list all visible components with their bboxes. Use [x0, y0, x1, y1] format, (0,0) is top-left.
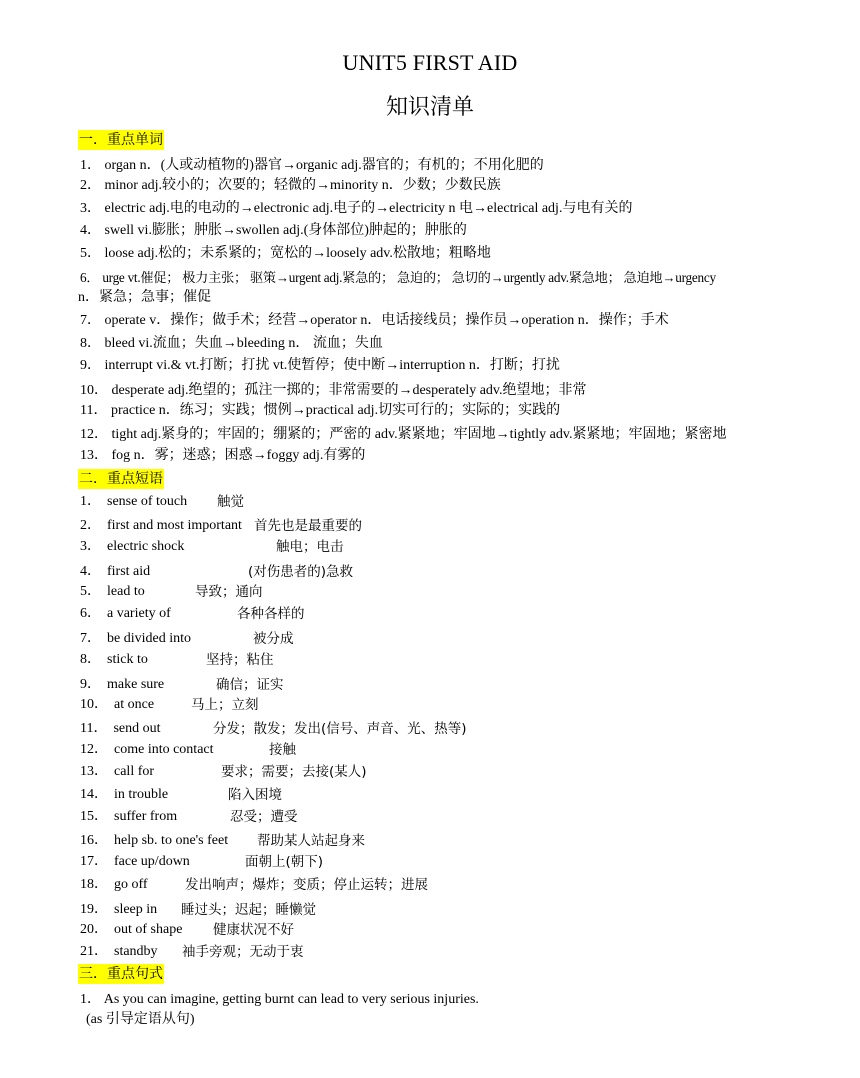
phrase-meaning: 各种各样的 [237, 606, 305, 622]
word-item: 12． tight adj.紧身的；牢固的；绷紧的；严密的 adv.紧紧地；牢固地→tightly adv.紧紧地；牢固地；紧密地 [80, 427, 727, 442]
word-item: 9． interrupt vi.& vt.打断；打扰 vt.使暂停；使中断→interruption n．打断；打扰 [80, 358, 560, 373]
phrase-item [80, 832, 365, 850]
sentence-item: 1． As you can imagine, getting burnt can lead to very serious injuries. [80, 992, 479, 1007]
sentence-note: (as 引导定语从句) [86, 1012, 195, 1027]
phrase-english: at once [114, 697, 155, 712]
document-title: UNIT5 FIRST AID [342, 50, 518, 75]
phrase-english: electric shock [107, 539, 185, 554]
phrase-number: 6． [80, 606, 101, 621]
phrase-number: 3． [80, 539, 101, 554]
phrase-number: 15． [80, 809, 108, 824]
phrase-english: in trouble [114, 787, 169, 802]
phrase-number: 7． [80, 631, 101, 646]
section-heading-sentences: 三．重点句式 [79, 966, 163, 982]
phrase-number: 1． [80, 494, 101, 509]
word-item: 3． electric adj.电的电动的→electronic adj.电子的→electricity n 电→electrical adj.与电有关的 [80, 201, 633, 216]
phrase-item [80, 676, 284, 694]
phrase-number: 19． [80, 902, 108, 917]
phrase-english: standby [114, 944, 158, 959]
phrase-item [80, 517, 362, 535]
phrase-english: call for [114, 764, 155, 779]
phrase-meaning: 要求；需要；去接(某人) [221, 764, 367, 780]
phrase-meaning: 被分成 [253, 631, 294, 647]
word-item: 7． operate v．操作；做手术；经营→operator n．电话接线员；操作员→operation n．操作；手术 [80, 313, 669, 328]
phrase-meaning: (对伤患者的)急救 [248, 564, 354, 580]
phrase-item [80, 741, 296, 759]
phrase-english: send out [113, 721, 161, 736]
phrase-english: be divided into [107, 631, 191, 646]
phrase-english: suffer from [114, 809, 178, 824]
phrase-number: 4． [80, 564, 101, 579]
phrase-meaning: 忍受；遭受 [230, 809, 298, 825]
phrase-english: first aid [107, 564, 151, 579]
phrase-number: 13． [80, 764, 108, 779]
phrase-number: 18． [80, 877, 108, 892]
phrase-meaning: 接触 [269, 742, 296, 758]
phrase-meaning: 袖手旁观；无动于衷 [182, 944, 304, 960]
phrase-meaning: 确信；证实 [216, 677, 284, 693]
phrase-meaning: 首先也是最重要的 [254, 518, 362, 534]
word-item: 5． loose adj.松的；未系紧的；宽松的→loosely adv.松散地；粗略地 [80, 246, 491, 261]
phrase-number: 8． [80, 652, 101, 667]
phrase-english: a variety of [107, 606, 171, 621]
phrase-meaning: 健康状况不好 [213, 922, 294, 938]
phrase-number: 5． [80, 584, 101, 599]
phrase-item [80, 876, 428, 894]
phrase-number: 2． [80, 518, 101, 533]
phrase-item [80, 853, 324, 871]
phrase-number: 17． [80, 854, 108, 869]
section-heading-phrases: 二．重点短语 [79, 471, 163, 487]
phrase-item [80, 763, 367, 781]
phrase-meaning: 触觉 [217, 494, 244, 510]
phrase-item [80, 696, 259, 714]
phrase-english: go off [114, 877, 148, 892]
phrase-number: 12． [80, 742, 108, 757]
phrase-meaning: 导致；通向 [195, 584, 263, 600]
phrase-meaning: 马上；立刻 [191, 697, 259, 713]
word-item: 8． bleed vi.流血；失血→bleeding n． 流血；失血 [80, 336, 383, 351]
phrase-meaning: 发出响声；爆炸；变质；停止运转；进展 [185, 877, 428, 893]
word-item: 6． urge vt.催促； 极力主张； 驱策→urgent adj.紧急的； 急迫的； 急切的→urgently adv.紧急地； 急迫地→urgency [80, 270, 716, 285]
phrase-item [80, 538, 344, 556]
phrase-meaning: 触电；电击 [276, 539, 344, 555]
word-item: 11． practice n．练习；实践；惯例→practical adj.切实可行的；实际的；实践的 [80, 403, 561, 418]
phrase-english: come into contact [114, 742, 214, 757]
phrase-meaning: 坚持；粘住 [206, 652, 274, 668]
phrase-meaning: 陷入困境 [228, 787, 282, 803]
phrase-item [80, 563, 354, 581]
phrase-item [80, 808, 298, 826]
phrase-item [80, 630, 294, 648]
phrase-number: 16． [80, 833, 108, 848]
word-item: 2． minor adj.较小的；次要的；轻微的→minority n．少数；少数民族 [80, 178, 501, 193]
phrase-english: sleep in [114, 902, 158, 917]
phrase-meaning: 睡过头；迟起；睡懒觉 [181, 902, 316, 918]
phrase-item [80, 583, 263, 601]
phrase-item [80, 921, 294, 939]
phrase-item [80, 786, 282, 804]
phrase-item [80, 605, 305, 623]
phrase-number: 20． [80, 922, 108, 937]
phrase-item [80, 493, 244, 511]
phrase-english: stick to [107, 652, 148, 667]
document-subtitle: 知识清单 [385, 95, 474, 120]
section-heading-words: 一．重点单词 [79, 132, 163, 148]
word-item: 13． fog n．雾；迷惑；困惑→foggy adj.有雾的 [80, 448, 366, 463]
phrase-number: 21． [80, 944, 108, 959]
phrase-english: first and most important [107, 518, 242, 533]
phrase-number: 11． [80, 721, 108, 736]
phrase-item [80, 720, 467, 738]
phrase-english: make sure [107, 677, 165, 692]
phrase-number: 9． [80, 677, 101, 692]
phrase-english: help sb. to one's feet [114, 833, 229, 848]
phrase-item [80, 901, 316, 919]
phrase-english: sense of touch [107, 494, 188, 509]
phrase-english: face up/down [114, 854, 190, 869]
phrase-english: lead to [107, 584, 145, 599]
phrase-meaning: 面朝上(朝下) [245, 854, 324, 870]
phrase-number: 14． [80, 787, 108, 802]
phrase-item [80, 651, 274, 669]
phrase-item [80, 943, 304, 961]
word-item: 4． swell vi.膨胀；肿胀→swollen adj.(身体部位)肿起的；肿胀的 [80, 223, 467, 238]
word-item-continuation: n．紧急；急事；催促 [78, 290, 211, 305]
phrase-meaning: 分发；散发；发出(信号、声音、光、热等) [213, 721, 467, 737]
word-item: 1． organ n．(人或动植物的)器官→organic adj.器官的；有机的；不用化肥的 [80, 158, 544, 173]
word-item: 10． desperate adj.绝望的；孤注一掷的；非常需要的→desperately adv.绝望地；非常 [80, 383, 587, 398]
phrase-english: out of shape [114, 922, 183, 937]
phrase-meaning: 帮助某人站起身来 [257, 833, 365, 849]
phrase-number: 10． [80, 697, 108, 712]
